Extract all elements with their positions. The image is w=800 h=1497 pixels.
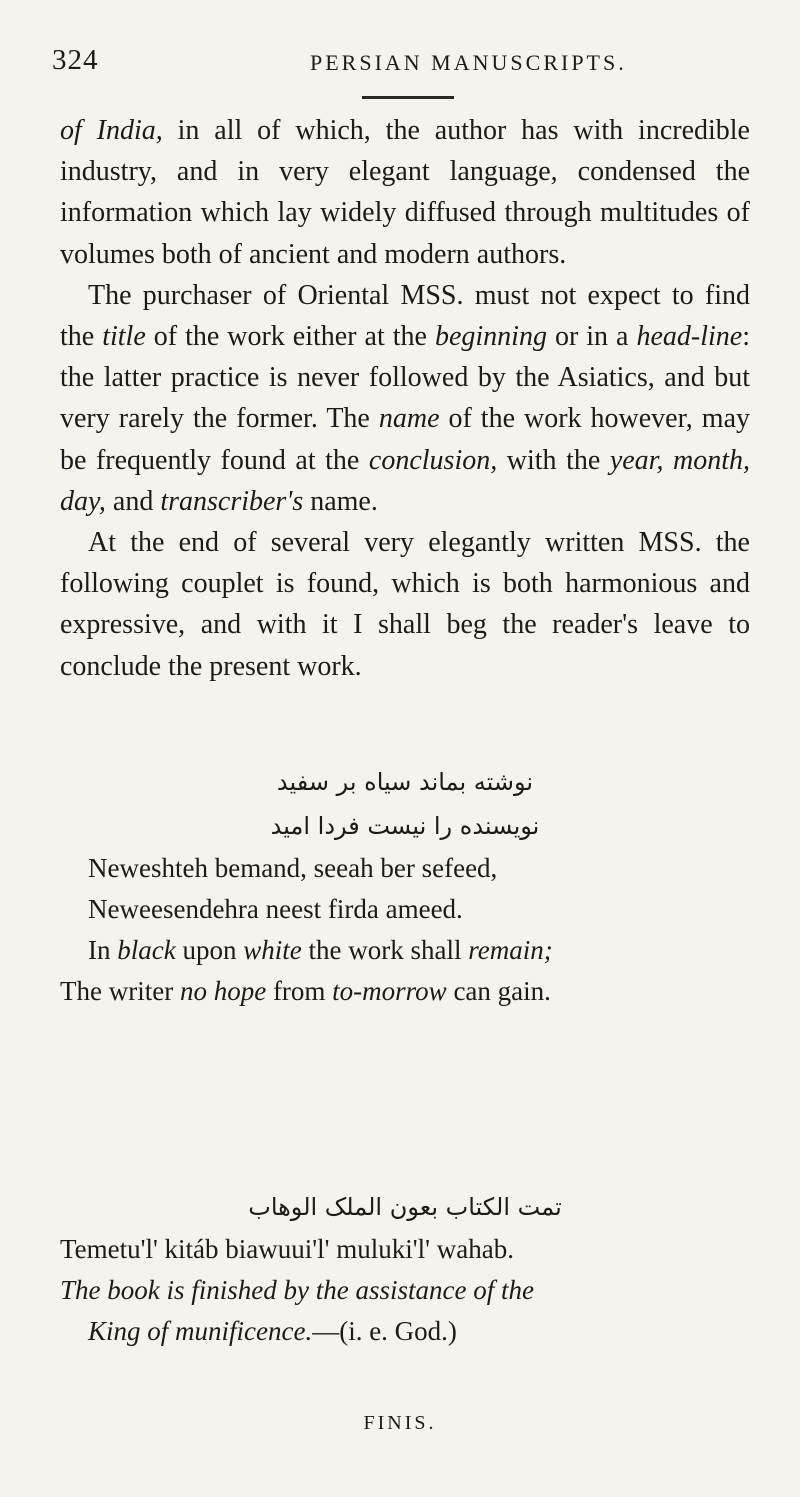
emphasis-white: white [243, 935, 302, 965]
body-text [60, 110, 750, 687]
couplet-translation-line-2 [60, 971, 750, 1012]
emphasis-black: black [117, 935, 176, 965]
colophon-translation-italic: King of munificence. [88, 1316, 313, 1346]
running-head: PERSIAN MANUSCRIPTS. [310, 50, 627, 75]
paragraph-2-text: : the latter practice is never followed by the Asiatics, and but very rarely the former. The [60, 321, 750, 435]
translation-text: The writer [60, 976, 180, 1006]
paragraph-2-text: of the work however, may be frequently found at the [60, 403, 751, 476]
colophon-translation-italic: The book is finished by the assistance of the [60, 1275, 534, 1305]
colophon-transliteration: Temetu'l' kitáb biawuui'l' muluki'l' wahab. [60, 1234, 514, 1264]
emphasis-transcriber: transcriber's [160, 485, 304, 517]
translation-text: from [266, 976, 333, 1006]
emphasis-date: year, month, day, [60, 444, 750, 517]
emphasis-name: name [378, 403, 440, 435]
finis: FINIS. [363, 1412, 437, 1434]
paragraph-1-text: in all of which, the author has with incredible industry, and in very elegant language, condensed the information which lay widely diffused through multitudes of volumes both of ancient and modern authors. [60, 115, 750, 270]
couplet-persian-line-1: نوشته بماند سیاه بر سفید [276, 768, 534, 796]
couplet-block [60, 760, 750, 1012]
colophon-translation-line-2 [60, 1311, 750, 1352]
paragraph-2 [60, 275, 750, 522]
colophon-block [60, 1185, 750, 1352]
couplet-persian-line-2: نویسنده را نیست فردا امید [270, 812, 540, 840]
page-header [52, 44, 752, 84]
emphasis-no-hope: no hope [179, 976, 267, 1006]
translation-text: can gain. [446, 976, 551, 1006]
paragraph-1-emphasis: of India, [60, 115, 163, 146]
page-number: 324 [52, 44, 99, 76]
colophon-translation-line-1 [60, 1270, 750, 1311]
paragraph-2-text: with the [497, 444, 610, 476]
translation-text: the work shall [301, 935, 469, 965]
couplet-translation-line-1 [60, 930, 750, 971]
emphasis-to-morrow: to-morrow [332, 976, 447, 1006]
header-rule [362, 96, 454, 99]
emphasis-remain: remain; [468, 935, 553, 965]
couplet-transliteration-line-1: Neweshteh bemand, seeah ber sefeed, [88, 853, 498, 883]
emphasis-title: title [102, 321, 146, 353]
translation-text: In [88, 935, 118, 965]
paragraph-2-text: The purchaser of Oriental MSS. must not expect to find the [60, 279, 750, 353]
paragraph-3: At the end of several very elegantly written MSS. the following couplet is found, which is both harmonious and expressive, and with it I shall beg the reader's leave to conclude the present work. [60, 527, 750, 682]
paragraph-2-text: or in a [546, 321, 637, 353]
colophon-gloss: —(i. e. God.) [312, 1316, 457, 1346]
paragraph-2-text: and [105, 485, 161, 517]
translation-text: upon [175, 935, 244, 965]
paragraph-2-text: name. [303, 485, 378, 517]
colophon-arabic: تمت الکتاب بعون الملک الوهاب [248, 1193, 562, 1221]
emphasis-conclusion: conclusion, [368, 444, 498, 476]
emphasis-beginning: beginning [434, 321, 547, 353]
emphasis-head-line: head-line [636, 321, 743, 353]
paragraph-2-text: of the work either at the [145, 321, 435, 353]
paragraph-1 [60, 110, 750, 275]
couplet-transliteration-line-2: Neweesendehra neest firda ameed. [88, 894, 463, 924]
